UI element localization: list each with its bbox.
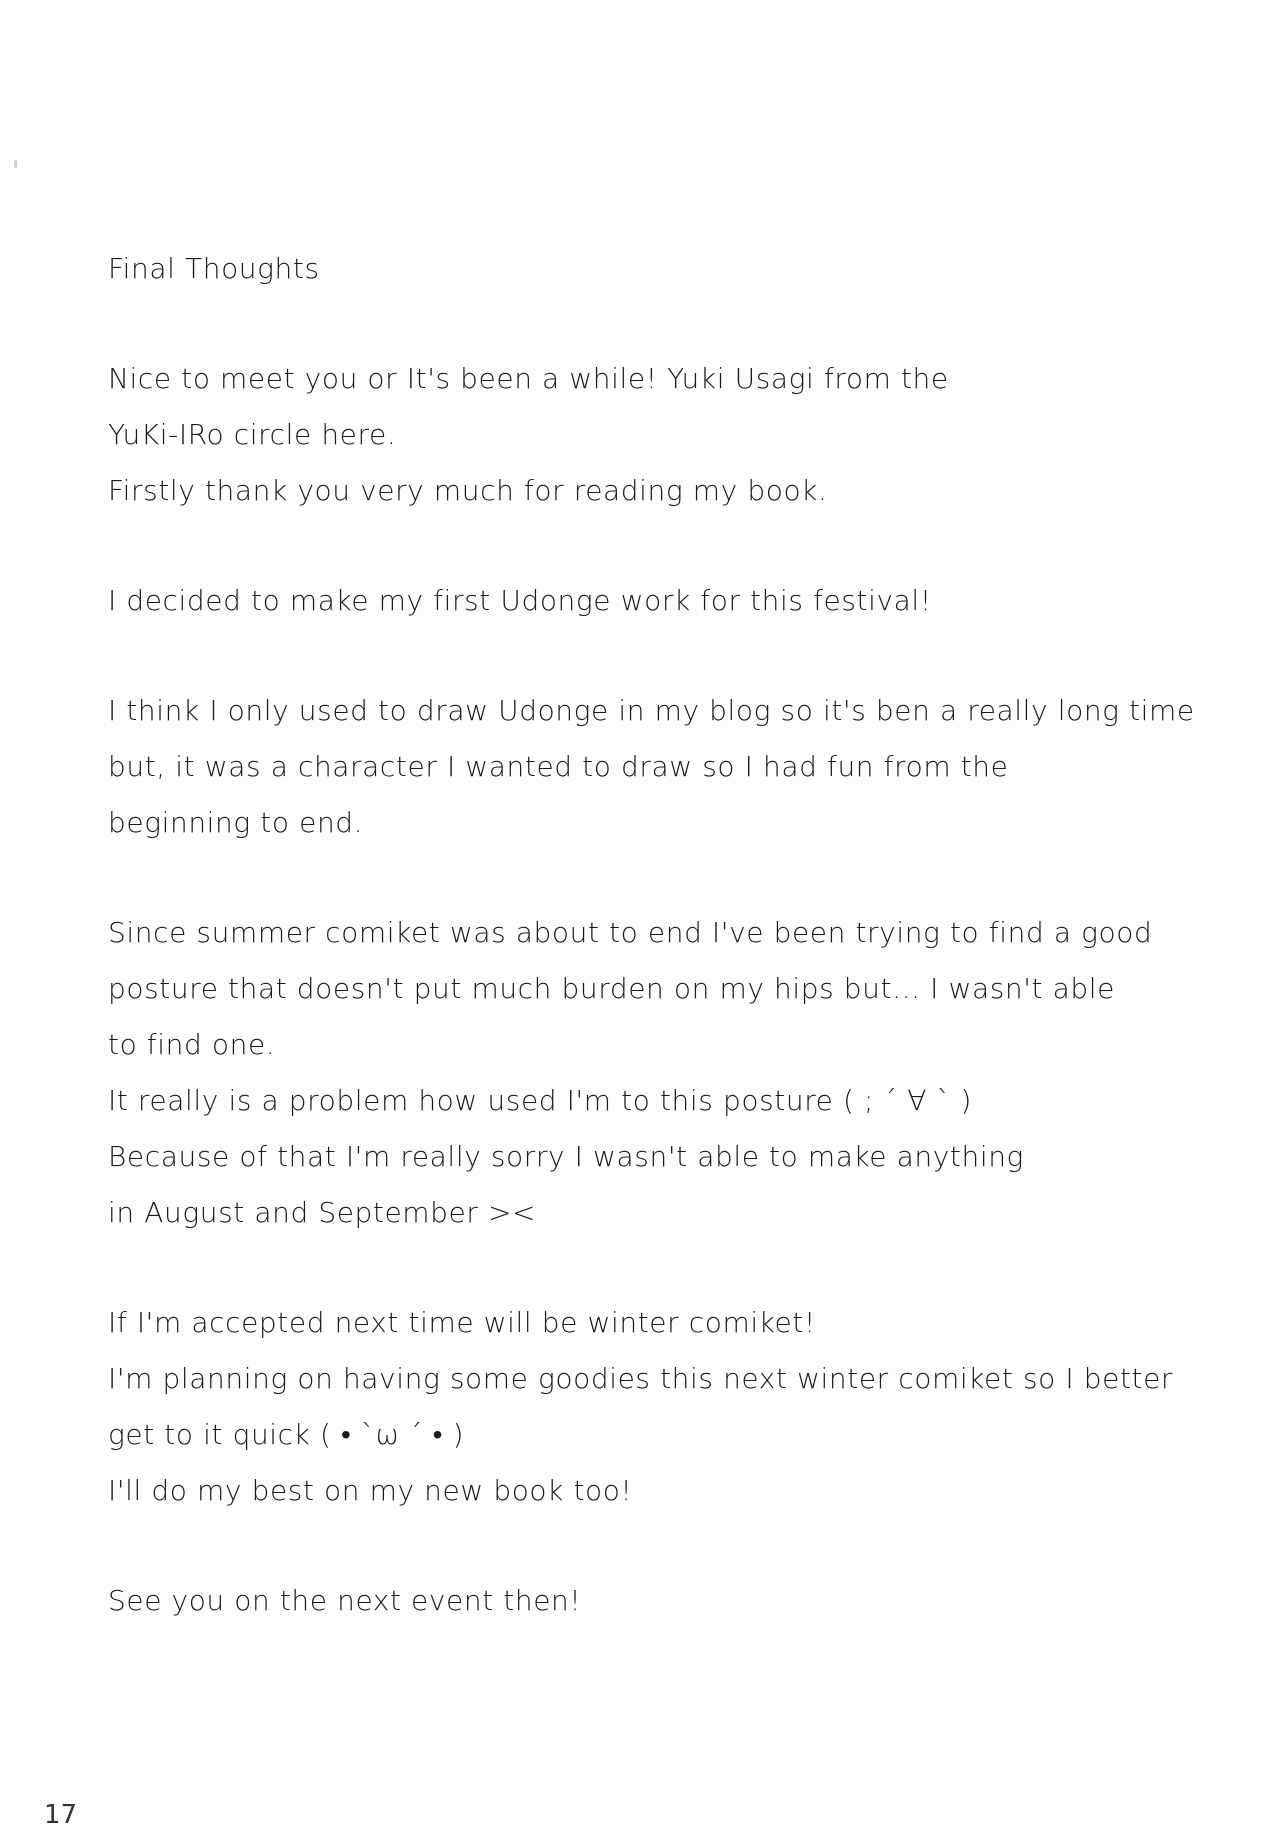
- text-line: Firstly thank you very much for reading my book.: [108, 474, 828, 507]
- paper-speck: [14, 160, 17, 168]
- text-line: Nice to meet you or It's been a while! Yuki Usagi from the: [108, 362, 949, 395]
- text-line: It really is a problem how used I'm to this posture ( ; ´ ∀ ` ): [108, 1084, 973, 1117]
- text-line: but, it was a character I wanted to draw so I had fun from the: [108, 750, 1009, 783]
- text-line: posture that doesn't put much burden on my hips but... I wasn't able: [108, 972, 1115, 1005]
- text-line: I think I only used to draw Udonge in my blog so it's ben a really long time: [108, 694, 1195, 727]
- text-line: See you on the next event then!: [108, 1584, 582, 1617]
- text-line: YuKi-IRo circle here.: [108, 418, 397, 451]
- page-number: 17: [44, 1800, 78, 1830]
- text-line: get to it quick ( • `ω ´ • ): [108, 1418, 465, 1451]
- text-line: beginning to end.: [108, 806, 364, 839]
- text-line: If I'm accepted next time will be winter comiket!: [108, 1306, 816, 1339]
- text-line: I decided to make my first Udonge work for this festival!: [108, 584, 932, 617]
- text-line: Since summer comiket was about to end I've been trying to find a good: [108, 916, 1153, 949]
- text-line: I'm planning on having some goodies this next winter comiket so I better: [108, 1362, 1174, 1395]
- text-line: in August and September ><: [108, 1196, 537, 1229]
- text-line: to find one.: [108, 1028, 276, 1061]
- text-line: Because of that I'm really sorry I wasn't able to make anything: [108, 1140, 1024, 1173]
- page-title: Final Thoughts: [108, 252, 320, 285]
- text-line: I'll do my best on my new book too!: [108, 1474, 633, 1507]
